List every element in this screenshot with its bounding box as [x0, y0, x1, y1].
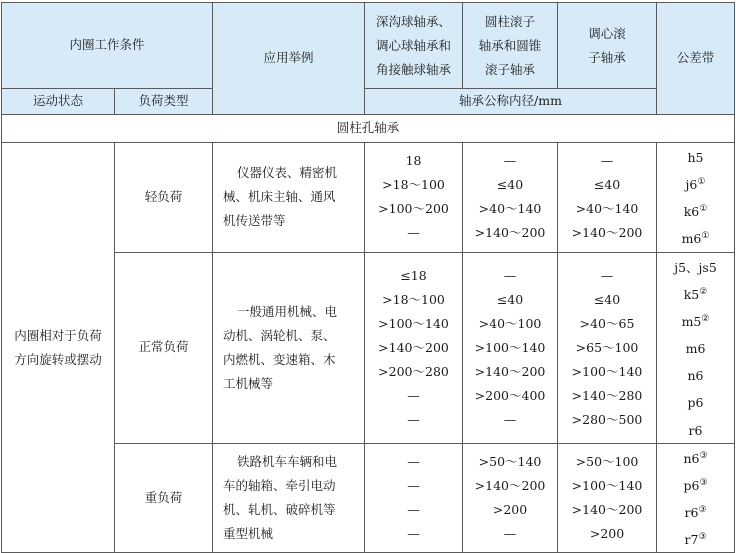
header-motion-state: 运动状态: [2, 89, 115, 115]
header-cylindrical-bearing: 圆柱滚子 轴承和圆锥 滚子轴承: [463, 3, 558, 89]
application-normal: 一般通用机械、电 动机、涡轮机、泵、 内燃机、变速箱、木 工机械等: [213, 252, 365, 443]
header-tolerance: 公差带: [657, 3, 735, 115]
tol-light: h5 j6① k6① m6①: [657, 143, 735, 253]
tolerance-table: [1, 2, 735, 553]
ball-light: 18 >18～100 >100～200 —: [365, 143, 463, 253]
load-heavy: 重负荷: [115, 443, 213, 553]
sph-light: — ≤40 >40～140 >140～200: [558, 143, 657, 253]
cyl-light: — ≤40 >40～140 >140～200: [463, 143, 558, 253]
section-title: 圆柱孔轴承: [2, 115, 735, 143]
load-light: 轻负荷: [115, 143, 213, 253]
header-ball-bearing: 深沟球轴承、 调心球轴承和 角接触球轴承: [365, 3, 463, 89]
cyl-heavy: >50～140 >140～200 >200 —: [463, 443, 558, 553]
header-bore-diameter: 轴承公称内径/mm: [365, 89, 657, 115]
ball-normal: ≤18 >18～100 >100～140 >140～200 >200～280 — —: [365, 252, 463, 443]
sph-normal: — ≤40 >40～65 >65～100 >100～140 >140～280 >280～500: [558, 252, 657, 443]
header-load-type: 负荷类型: [115, 89, 213, 115]
header-spherical-bearing: 调心滚 子轴承: [558, 3, 657, 89]
tol-heavy: n6③ p6③ r6③ r7③: [657, 443, 735, 553]
ball-heavy: — — — —: [365, 443, 463, 553]
header-inner-ring: 内圈工作条件: [2, 3, 213, 89]
cyl-normal: — ≤40 >40～100 >100～140 >140～200 >200～400 —: [463, 252, 558, 443]
tol-normal: j5、js5 k5② m5② m6 n6 p6 r6: [657, 252, 735, 443]
application-light: 仪器仪表、精密机 械、机床主轴、通风 机传送带等: [213, 143, 365, 253]
header-application: 应用举例: [213, 3, 365, 115]
motion-condition: 内圈相对于负荷 方向旋转或摆动: [2, 143, 115, 553]
load-normal: 正常负荷: [115, 252, 213, 443]
application-heavy: 铁路机车车辆和电 车的轴箱、牵引电动 机、轧机、破碎机等 重型机械: [213, 443, 365, 553]
sph-heavy: >50～100 >100～140 >140～200 >200: [558, 443, 657, 553]
